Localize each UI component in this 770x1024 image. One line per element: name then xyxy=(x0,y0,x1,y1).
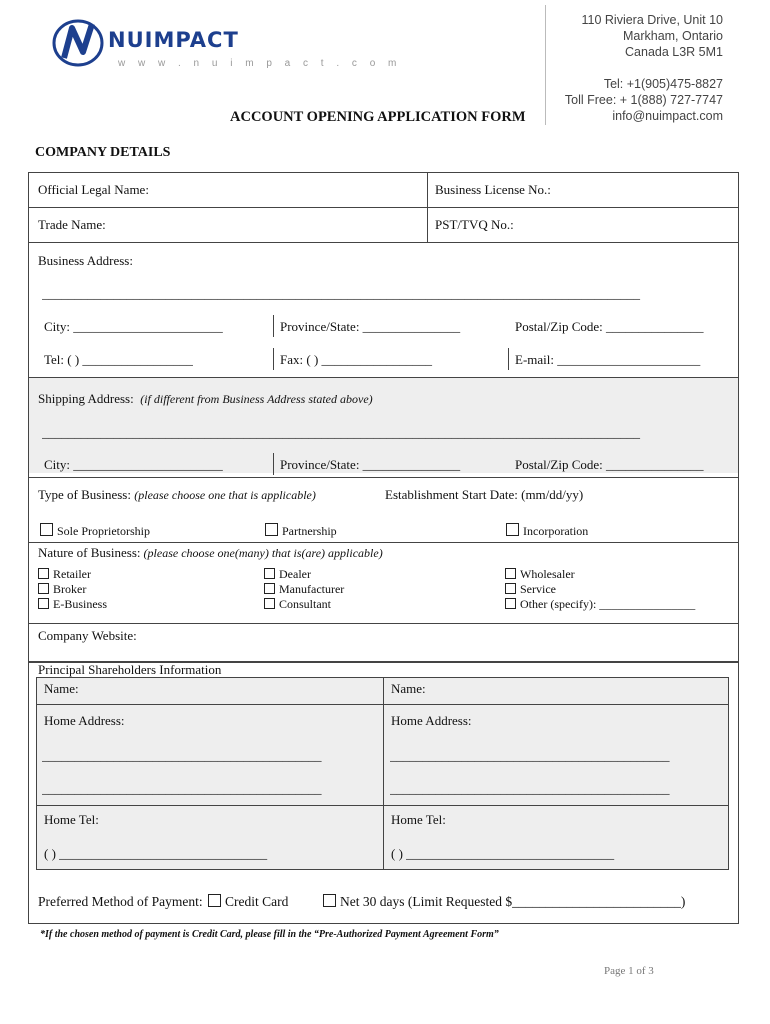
email-field[interactable]: E-mail: ______________________ xyxy=(515,352,701,367)
nature-service[interactable]: Service xyxy=(505,582,695,597)
shipping-address-line[interactable]: ____________________________________________________________________________________________ xyxy=(42,425,640,440)
trade-name-field[interactable]: Trade Name: xyxy=(38,217,106,232)
shipping-address-label: Shipping Address: (if different from Business Address stated above) xyxy=(38,391,373,406)
nature-column-1 xyxy=(38,567,107,612)
page-number: Page 1 of 3 xyxy=(604,965,654,977)
nature-wholesaler[interactable]: Wholesaler xyxy=(505,567,695,582)
checkbox[interactable] xyxy=(506,523,519,536)
official-legal-name-field[interactable]: Official Legal Name: xyxy=(38,182,149,197)
nature-manufacturer[interactable]: Manufacturer xyxy=(264,582,344,597)
shareholder-2-address-line-2[interactable]: ___________________________________________ xyxy=(390,781,670,796)
shipping-city-field[interactable]: City: _______________________ xyxy=(44,457,223,472)
nature-column-2 xyxy=(264,567,344,612)
credit-card-checkbox[interactable] xyxy=(208,894,221,907)
nature-broker[interactable]: Broker xyxy=(38,582,107,597)
nature-e-business[interactable]: E-Business xyxy=(38,597,107,612)
shareholder-1-address-line-2[interactable]: ___________________________________________ xyxy=(42,781,322,796)
company-website: w w w . n u i m p a c t . c o m xyxy=(118,58,402,69)
shipping-postal-field[interactable]: Postal/Zip Code: _______________ xyxy=(515,457,704,472)
pst-tvq-field[interactable]: PST/TVQ No.: xyxy=(435,217,514,232)
form-title: ACCOUNT OPENING APPLICATION FORM xyxy=(230,109,526,125)
net30-label[interactable]: Net 30 days (Limit Requested $_________________________) xyxy=(340,894,686,909)
nature-of-business-label: Nature of Business: (please choose one(many) that is(are) applicable) xyxy=(38,545,383,560)
shareholder-1-tel-label: Home Tel: xyxy=(44,812,99,827)
business-address-line[interactable]: ____________________________________________________________________________________________ xyxy=(42,286,640,301)
shareholder-2-address-line-1[interactable]: ___________________________________________ xyxy=(390,748,670,763)
company-website-field[interactable]: Company Website: xyxy=(38,628,137,643)
city-field[interactable]: City: _______________________ xyxy=(44,319,223,334)
nature-column-3 xyxy=(505,567,695,612)
nature-other[interactable]: Other (specify): ________________ xyxy=(505,597,695,612)
net30-option xyxy=(323,894,685,910)
shareholder-2-tel-label: Home Tel: xyxy=(391,812,446,827)
footnote: *If the chosen method of payment is Credit Card, please fill in the “Pre-Authorized Payment Agreement Form” xyxy=(40,929,499,940)
business-address-label: Business Address: xyxy=(38,253,133,268)
nature-retailer[interactable]: Retailer xyxy=(38,567,107,582)
type-sole-proprietorship[interactable]: Sole Proprietorship xyxy=(40,523,150,539)
payment-method: Preferred Method of Payment: Credit Card xyxy=(38,894,289,909)
establishment-date-field[interactable]: Establishment Start Date: (mm/dd/yy) xyxy=(385,487,584,502)
checkbox[interactable] xyxy=(40,523,53,536)
shareholder-2-address-label: Home Address: xyxy=(391,713,472,728)
shipping-province-field[interactable]: Province/State: _______________ xyxy=(280,457,461,472)
company-contacts: Tel: +1(905)475-8827 Toll Free: + 1(888) 727-7747 info@nuimpact.com xyxy=(564,77,723,123)
section-title: COMPANY DETAILS xyxy=(35,145,171,160)
tel-field[interactable]: Tel: ( ) _________________ xyxy=(44,352,193,367)
type-partnership[interactable]: Partnership xyxy=(265,523,337,539)
postal-field[interactable]: Postal/Zip Code: _______________ xyxy=(515,319,704,334)
nature-dealer[interactable]: Dealer xyxy=(264,567,344,582)
fax-field[interactable]: Fax: ( ) _________________ xyxy=(280,352,433,367)
shareholder-2-tel-field[interactable]: ( ) ________________________________ xyxy=(391,846,615,861)
logo-mark-icon xyxy=(50,18,108,68)
company-name: NUIMPACT xyxy=(108,28,239,52)
province-field[interactable]: Province/State: _______________ xyxy=(280,319,461,334)
nature-consultant[interactable]: Consultant xyxy=(264,597,344,612)
type-incorporation[interactable]: Incorporation xyxy=(506,523,588,539)
shareholders-title: Principal Shareholders Information xyxy=(38,662,222,677)
shareholder-1-address-line-1[interactable]: ___________________________________________ xyxy=(42,748,322,763)
shareholder-1-address-label: Home Address: xyxy=(44,713,125,728)
business-license-field[interactable]: Business License No.: xyxy=(435,182,551,197)
shareholder-1-name[interactable]: Name: xyxy=(44,681,79,696)
net30-checkbox[interactable] xyxy=(323,894,336,907)
credit-card-label: Credit Card xyxy=(224,894,289,909)
type-of-business-label: Type of Business: (please choose one that is applicable) xyxy=(38,487,316,502)
company-address: 110 Riviera Drive, Unit 10 Markham, Ontario Canada L3R 5M1 xyxy=(581,13,723,59)
checkbox[interactable] xyxy=(265,523,278,536)
shareholder-1-tel-field[interactable]: ( ) ________________________________ xyxy=(44,846,268,861)
shareholder-2-name[interactable]: Name: xyxy=(391,681,426,696)
